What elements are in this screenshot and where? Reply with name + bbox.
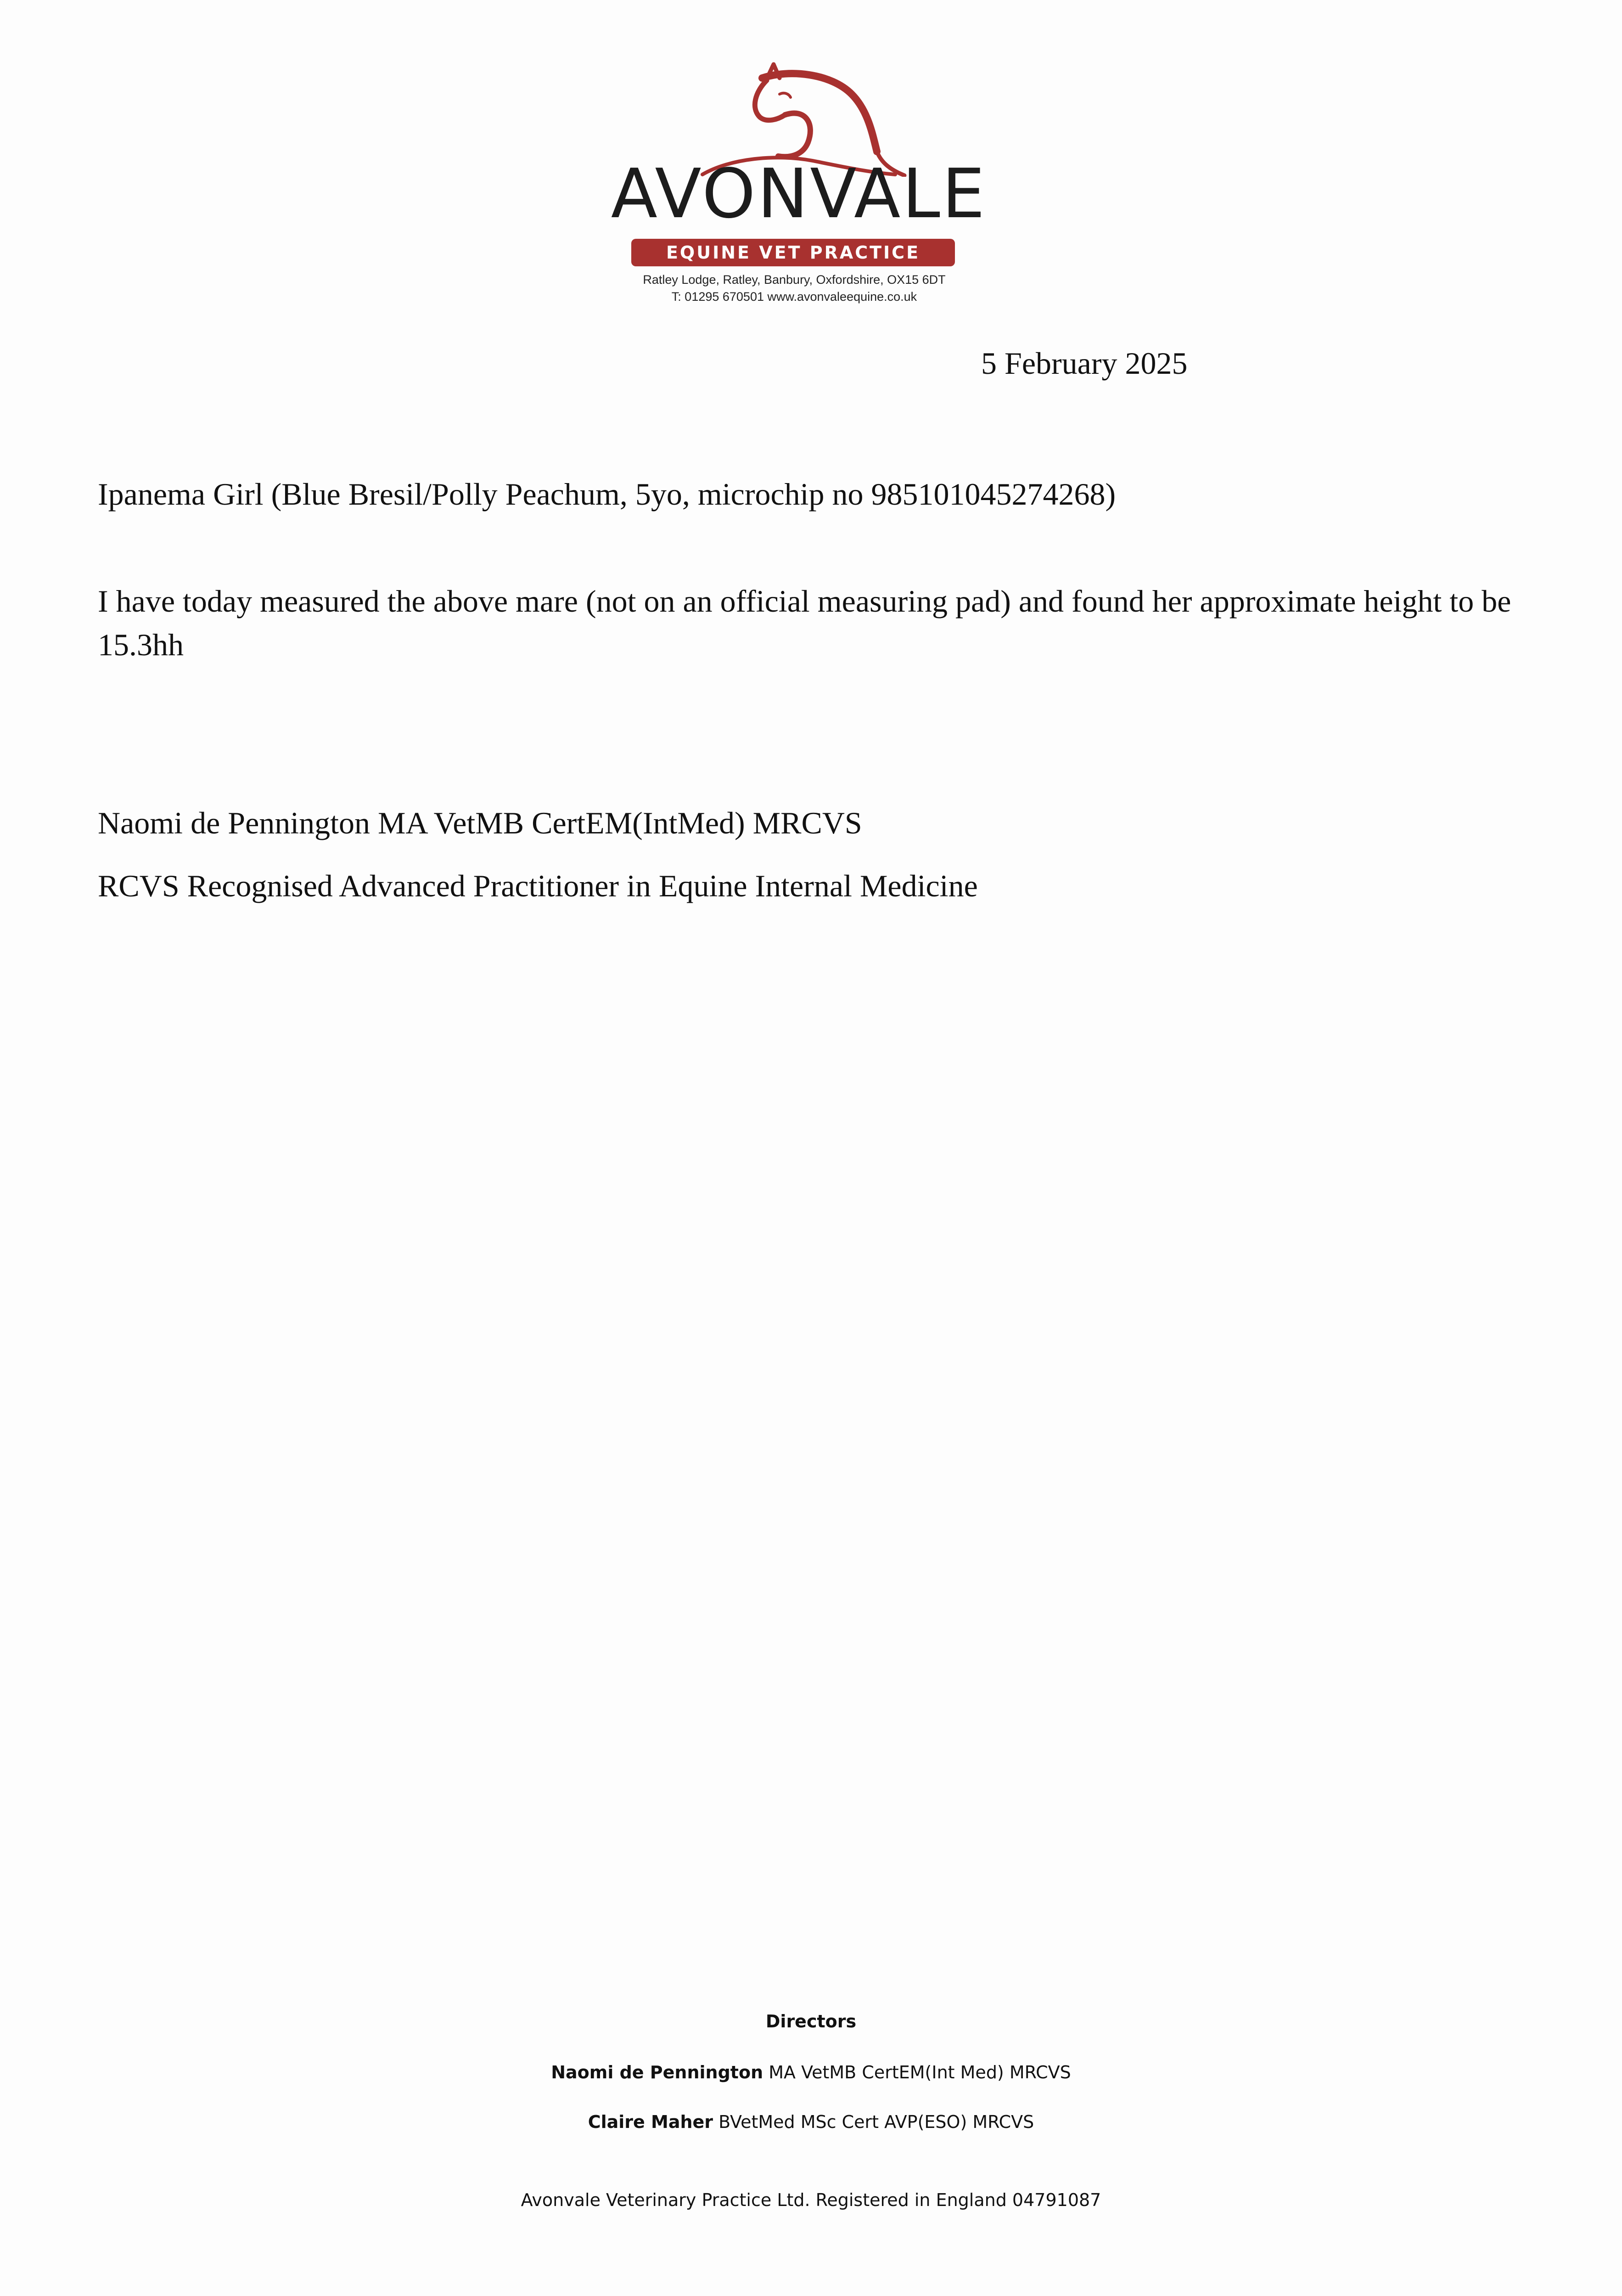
measurement-statement: I have today measured the above mare (not on an official measuring pad) and found her approximate height to be 15.3hh [98,584,1511,662]
signatory-title: RCVS Recognised Advanced Practitioner in Equine Internal Medicine [98,868,978,903]
company-registration: Avonvale Veterinary Practice Ltd. Registered in England 04791087 [521,2190,1101,2210]
director-credentials: BVetMed MSc Cert AVP(ESO) MRCVS [713,2112,1034,2132]
signatory-name: Naomi de Pennington MA VetMB CertEM(IntMed) MRCVS [98,805,862,840]
director-entry [0,2064,1622,2081]
practice-contact: T: 01295 670501 www.avonvaleequine.co.uk [671,290,917,304]
brand-name: AVONVALE [611,154,987,233]
director-credentials: MA VetMB CertEM(Int Med) MRCVS [763,2062,1071,2082]
practice-address: Ratley Lodge, Ratley, Banbury, Oxfordshire, OX15 6DT [643,273,946,287]
letter-date: 5 February 2025 [981,346,1188,381]
director-entry [0,2113,1622,2131]
director-name: Naomi de Pennington [551,2062,763,2082]
director-name: Claire Maher [588,2112,713,2132]
horse-identity: Ipanema Girl (Blue Bresil/Polly Peachum, 5yo, microchip no 985101045274268) [98,477,1116,512]
letterhead [592,60,1028,317]
directors-heading: Directors [765,2011,857,2032]
brand-tagline: EQUINE VET PRACTICE [631,239,955,266]
